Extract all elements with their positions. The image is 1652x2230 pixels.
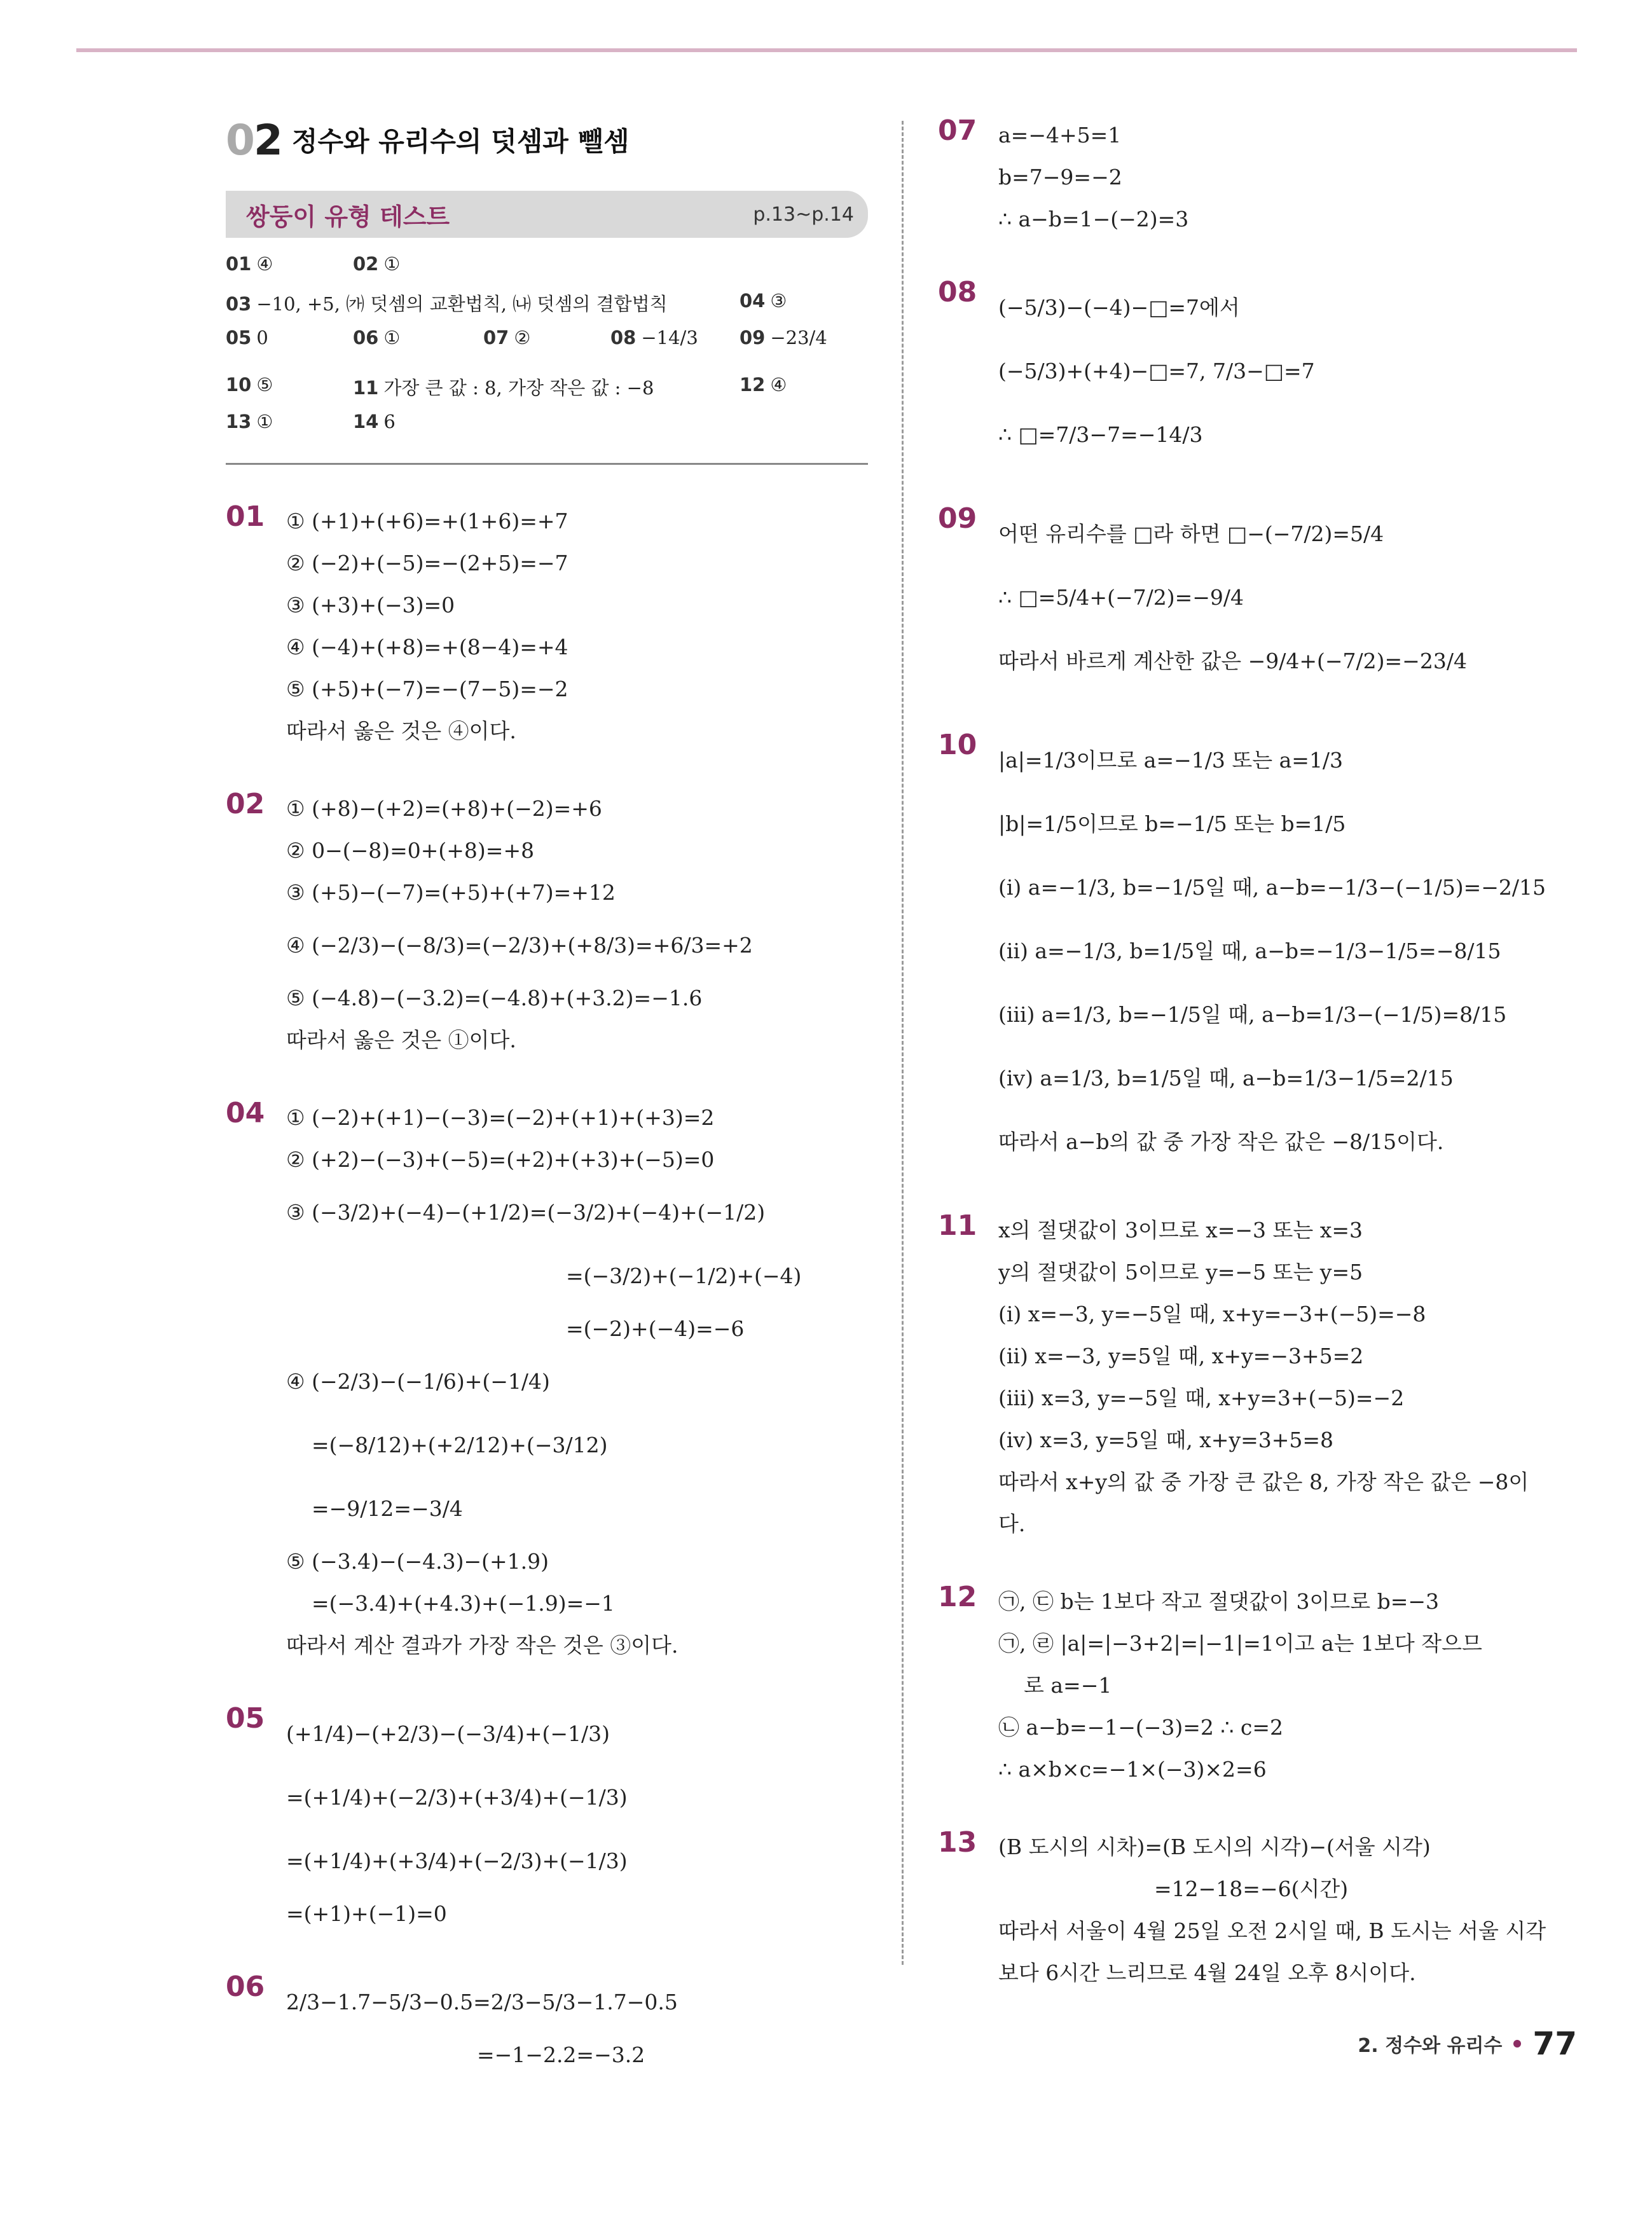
column-divider: [902, 121, 904, 1965]
problem-number: 05: [226, 1702, 265, 1735]
solution-line: (ⅲ) a=1/3, b=−1/5일 때, a−b=1/3−(−1/5)=8/15: [998, 1002, 1507, 1027]
page-footer: [1358, 2025, 1577, 2062]
solution-line: 따라서 서울이 4월 25일 오전 2시일 때, B 도시는 서울 시각: [998, 1918, 1546, 1943]
solution-line: ⑤ (−3.4)−(−4.3)−(+1.9): [286, 1549, 549, 1574]
footer-chapter: 2. 정수와 유리수: [1358, 2035, 1503, 2057]
problem-10: [938, 729, 1587, 1174]
answer-item: [353, 374, 654, 400]
solution-line: (+1/4)−(+2/3)−(−3/4)+(−1/3): [286, 1721, 610, 1746]
solution-line: ∴ □=7/3−7=−14/3: [998, 422, 1203, 447]
solution-line: ∴ □=5/4+(−7/2)=−9/4: [998, 585, 1244, 610]
solution-line: |b|=1/5이므로 b=−1/5 또는 b=1/5: [998, 811, 1346, 836]
solution-line: ⑤ (−4.8)−(−3.2)=(−4.8)+(+3.2)=−1.6: [286, 986, 703, 1010]
solution-line: 따라서 바르게 계산한 값은 −9/4+(−7/2)=−23/4: [998, 649, 1467, 673]
problem-01: [226, 500, 868, 752]
problem-body: [998, 729, 1587, 1174]
problem-number: 06: [226, 1971, 265, 2003]
solution-line: (ⅳ) x=3, y=5일 때, x+y=3+5=8: [998, 1428, 1334, 1452]
page-number: 77: [1532, 2025, 1577, 2062]
answer-item: [226, 253, 273, 275]
problem-11: [938, 1209, 1587, 1545]
problem-06: [226, 1971, 868, 2076]
answer-key: [226, 247, 868, 465]
solution-line: ④ (−2/3)−(−1/6)+(−1/4): [286, 1369, 550, 1394]
footer-dot-icon: [1513, 2040, 1521, 2048]
solution-line: x의 절댓값이 3이므로 x=−3 또는 x=3: [998, 1218, 1363, 1242]
problem-number: 01: [226, 500, 265, 533]
solution-line: (ⅰ) x=−3, y=−5일 때, x+y=−3+(−5)=−8: [998, 1302, 1426, 1326]
answer-item: [226, 411, 273, 432]
solution-line: =(+1)+(−1)=0: [286, 1901, 447, 1926]
problem-body: [286, 1702, 868, 1935]
answer-value: ②: [514, 327, 531, 348]
solution-line: ③ (+3)+(−3)=0: [286, 593, 455, 617]
section-number-prefix: 0: [226, 115, 254, 165]
solution-line: a=−4+5=1: [998, 123, 1122, 148]
problem-09: [938, 502, 1587, 693]
answer-number: 12: [740, 374, 766, 396]
solution-line: ② (−2)+(−5)=−(2+5)=−7: [286, 551, 568, 575]
answer-item: [226, 374, 273, 396]
problem-number: 12: [938, 1581, 977, 1613]
answer-number: 14: [353, 411, 379, 432]
answer-value: ③: [770, 290, 787, 312]
problem-number: 11: [938, 1209, 977, 1242]
problem-02: [226, 788, 868, 1061]
answer-value: 가장 큰 값 : 8, 가장 작은 값 : −8: [383, 377, 654, 399]
answer-number: 02: [353, 253, 379, 275]
problem-body: [998, 114, 1587, 240]
solution-line: ③ (+5)−(−7)=(+5)+(+7)=+12: [286, 880, 616, 905]
solution-line: ④ (−4)+(+8)=+(8−4)=+4: [286, 635, 568, 659]
section-title-text: 정수와 유리수의 덧셈과 뺄셈: [291, 126, 630, 157]
answer-item: [353, 327, 400, 348]
answer-number: 10: [226, 374, 252, 396]
answer-number: 05: [226, 327, 252, 348]
solution-line: 다.: [998, 1511, 1026, 1536]
problem-08: [938, 276, 1587, 467]
problem-07: [938, 114, 1587, 240]
answer-number: 11: [353, 377, 379, 399]
problem-05: [226, 1702, 868, 1935]
section-number-main: 2: [253, 115, 282, 165]
problem-13: [938, 1826, 1587, 1994]
solution-line: 따라서 x+y의 값 중 가장 큰 값은 8, 가장 작은 값은 −8이: [998, 1469, 1529, 1494]
answer-value: −10, +5, ㈎ 덧셈의 교환법칙, ㈏ 덧셈의 결합법칙: [256, 293, 668, 315]
answer-item: [740, 290, 787, 312]
solution-line: =(+1/4)+(−2/3)+(+3/4)+(−1/3): [286, 1785, 628, 1810]
solution-line: ㉡ a−b=−1−(−3)=2 ∴ c=2: [998, 1715, 1284, 1740]
section-number: [226, 116, 282, 165]
answer-item: [610, 327, 698, 348]
test-pages: p.13~p.14: [753, 203, 854, 226]
solution-line: ∴ a−b=1−(−2)=3: [998, 207, 1189, 231]
answer-number: 07: [483, 327, 509, 348]
solution-line: 따라서 a−b의 값 중 가장 작은 값은 −8/15이다.: [998, 1129, 1444, 1154]
solution-line: =−9/12=−3/4: [312, 1496, 463, 1521]
problem-number: 04: [226, 1097, 265, 1129]
solution-line: 2/3−1.7−5/3−0.5=2/3−5/3−1.7−0.5: [286, 1990, 678, 2014]
problem-body: [998, 1826, 1587, 1994]
solution-line: ㉠, ㉣ |a|=|−3+2|=|−1|=1이고 a는 1보다 작으므: [998, 1631, 1482, 1656]
solution-line: ∴ a×b×c=−1×(−3)×2=6: [998, 1757, 1267, 1782]
answer-number: 01: [226, 253, 252, 275]
solution-line: 로 a=−1: [1024, 1673, 1112, 1698]
problem-number: 10: [938, 729, 977, 761]
answer-item: [353, 411, 396, 432]
answer-item: [226, 327, 268, 348]
solution-line: 따라서 계산 결과가 가장 작은 것은 ③이다.: [286, 1633, 678, 1658]
problem-body: [286, 1971, 868, 2076]
answer-item: [740, 374, 787, 396]
answer-value: ①: [383, 327, 401, 348]
solution-line: 따라서 옳은 것은 ④이다.: [286, 719, 516, 743]
problem-number: 13: [938, 1826, 977, 1859]
problem-body: [286, 500, 868, 752]
problem-04: [226, 1097, 868, 1667]
solution-line: y의 절댓값이 5이므로 y=−5 또는 y=5: [998, 1260, 1363, 1284]
answer-number: 03: [226, 293, 252, 315]
solution-line: (ⅱ) x=−3, y=5일 때, x+y=−3+5=2: [998, 1344, 1364, 1368]
answer-value: −23/4: [770, 327, 827, 348]
solution-line: (ⅰ) a=−1/3, b=−1/5일 때, a−b=−1/3−(−1/5)=−2/15: [998, 875, 1546, 900]
answer-number: 13: [226, 411, 252, 432]
solution-line: ① (+1)+(+6)=+(1+6)=+7: [286, 509, 568, 533]
solution-line: (−5/3)−(−4)−□=7에서: [998, 295, 1240, 320]
solution-line: 어떤 유리수를 □라 하면 □−(−7/2)=5/4: [998, 521, 1384, 546]
answer-value: 0: [256, 327, 268, 348]
solution-line: (−5/3)+(+4)−□=7, 7/3−□=7: [998, 359, 1315, 383]
solution-line: b=7−9=−2: [998, 165, 1122, 189]
section-title: [226, 114, 868, 165]
top-rule: [76, 48, 1577, 52]
answer-value: ①: [383, 253, 401, 275]
test-header-bar: [226, 191, 868, 238]
solution-line: ㉠, ㉢ b는 1보다 작고 절댓값이 3이므로 b=−3: [998, 1589, 1439, 1614]
right-column: [938, 114, 1587, 1994]
problem-body: [286, 788, 868, 1061]
solution-line: ② (+2)−(−3)+(−5)=(+2)+(+3)+(−5)=0: [286, 1147, 715, 1172]
answer-item: [226, 290, 668, 316]
answer-value: ④: [770, 374, 787, 396]
solution-line: (ⅲ) x=3, y=−5일 때, x+y=3+(−5)=−2: [998, 1386, 1405, 1410]
problem-12: [938, 1581, 1587, 1791]
solution-line: ③ (−3/2)+(−4)−(+1/2)=(−3/2)+(−4)+(−1/2): [286, 1200, 766, 1225]
answer-item: [740, 327, 827, 348]
answer-value: 6: [383, 411, 396, 432]
problem-body: [998, 1581, 1587, 1791]
solution-line: 따라서 옳은 것은 ①이다.: [286, 1028, 516, 1052]
problem-body: [998, 276, 1587, 467]
solution-line: (B 도시의 시차)=(B 도시의 시각)−(서울 시각): [998, 1834, 1431, 1859]
left-column: [226, 114, 868, 2076]
solution-line: =12−18=−6(시간): [1154, 1876, 1349, 1901]
solution-line: (ⅱ) a=−1/3, b=1/5일 때, a−b=−1/3−1/5=−8/15: [998, 939, 1501, 963]
answer-value: ④: [256, 253, 273, 275]
problem-number: 02: [226, 788, 265, 820]
solution-line: =−1−2.2=−3.2: [477, 2042, 645, 2067]
solution-line: ④ (−2/3)−(−8/3)=(−2/3)+(+8/3)=+6/3=+2: [286, 933, 753, 958]
solution-line: ① (+8)−(+2)=(+8)+(−2)=+6: [286, 796, 602, 821]
solution-line: =(+1/4)+(+3/4)+(−2/3)+(−1/3): [286, 1848, 628, 1873]
problem-body: [998, 1209, 1587, 1545]
answer-value: ①: [256, 411, 273, 432]
answer-number: 04: [740, 290, 766, 312]
problem-number: 08: [938, 276, 977, 308]
solution-line: 보다 6시간 느리므로 4월 24일 오후 8시이다.: [998, 1960, 1416, 1985]
answer-number: 09: [740, 327, 766, 348]
solution-line: =(−2)+(−4)=−6: [566, 1316, 745, 1341]
problem-body: [998, 502, 1587, 693]
answer-item: [483, 327, 530, 348]
solution-line: =(−3.4)+(+4.3)+(−1.9)=−1: [312, 1591, 615, 1616]
answer-item: [353, 253, 400, 275]
solution-line: ① (−2)+(+1)−(−3)=(−2)+(+1)+(+3)=2: [286, 1105, 715, 1130]
answer-value: −14/3: [641, 327, 698, 348]
problem-number: 07: [938, 114, 977, 147]
answer-number: 08: [610, 327, 637, 348]
problem-number: 09: [938, 502, 977, 535]
solution-line: ⑤ (+5)+(−7)=−(7−5)=−2: [286, 677, 568, 701]
solution-line: (ⅳ) a=1/3, b=1/5일 때, a−b=1/3−1/5=2/15: [998, 1066, 1454, 1091]
solution-line: =(−3/2)+(−1/2)+(−4): [566, 1263, 802, 1288]
solution-line: =(−8/12)+(+2/12)+(−3/12): [312, 1433, 608, 1457]
answer-value: ⑤: [256, 374, 273, 396]
answer-number: 06: [353, 327, 379, 348]
test-title: 쌍둥이 유형 테스트: [246, 202, 450, 231]
solution-line: |a|=1/3이므로 a=−1/3 또는 a=1/3: [998, 748, 1344, 773]
solution-line: ② 0−(−8)=0+(+8)=+8: [286, 838, 535, 863]
problem-body: [286, 1097, 868, 1667]
